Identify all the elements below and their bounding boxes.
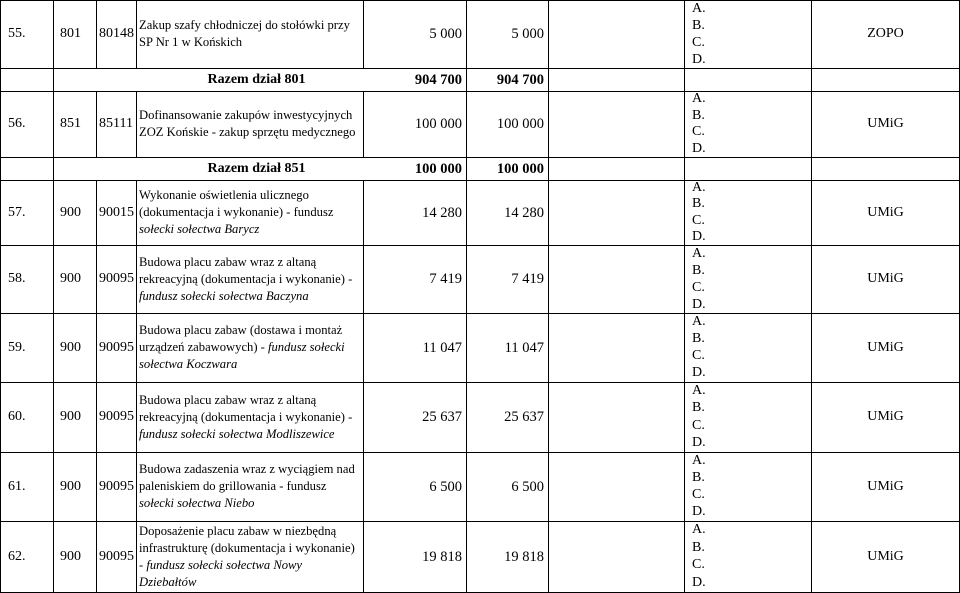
responsible-unit: UMiG [867,409,904,424]
column-separator [548,382,549,452]
column-separator [136,180,137,245]
description-text: SP Nr 1 w Końskich [139,35,243,49]
description-line [139,204,333,221]
column-separator [96,91,97,157]
rozdzial-code: 90095 [99,478,134,494]
funding-source-letter: B. [692,539,705,555]
description-italic-text: sołecki sołectwa Niebo [139,496,255,510]
responsible-unit: UMiG [867,204,904,220]
funding-source-letter: C. [692,348,705,364]
row-number: 62. [8,548,26,564]
description-text: rekreacyjną (dokumentacja i wykonanie) - [139,271,353,286]
funding-source-letter: A. [692,521,706,537]
subtotal-label: Razem dział 801 [207,71,306,87]
amount-year: 7 419 [511,271,544,287]
description-text: Doposażenie placu zabaw w niezbędną [139,523,337,538]
dzial-code: 900 [60,548,81,564]
description-line [139,254,352,271]
description-text: urządzeń zabawowych) - [139,340,269,354]
amount-year: 11 047 [504,339,544,356]
funding-source-letter: C. [692,279,705,295]
column-separator [136,245,137,313]
row-separator [0,68,960,69]
responsible-unit: UMiG [867,271,904,286]
amount-year: 5 000 [511,26,544,42]
task-description [139,523,355,591]
rozdzial-code: 90095 [99,271,134,286]
description-text: paleniskiem do grillowania - fundusz [139,479,327,493]
column-separator [136,91,137,157]
description-line [139,187,333,204]
task-description [139,392,352,443]
funding-source-letter: D. [692,435,706,451]
row-number: 58. [8,271,26,286]
funding-source-letter: A. [692,245,706,261]
rozdzial-code: 90095 [99,409,134,424]
funding-source-letter: D. [692,296,706,312]
column-separator [684,68,685,91]
responsible-unit: UMiG [867,339,904,355]
dzial-code: 900 [60,339,81,355]
task-description [139,187,333,238]
description-italic-text: Dziebałtów [139,574,197,589]
rozdzial-code: 90095 [99,339,134,355]
amount-total: 5 000 [429,26,462,42]
description-line [139,495,355,512]
funding-source-letter: D. [692,51,706,67]
row-separator [0,313,960,314]
amount-year: 100 000 [496,116,544,132]
column-separator [811,157,812,180]
description-line [139,322,345,339]
description-line [139,107,355,124]
funding-source-letter: D. [692,575,706,591]
column-separator [53,180,54,245]
column-separator [548,0,549,68]
description-line [139,478,355,495]
amount-total: 7 419 [429,271,462,287]
column-separator [684,521,685,592]
column-separator [53,313,54,382]
description-italic-text: fundusz sołecki sołectwa Modliszewice [139,426,335,441]
funding-source-letter: C. [692,557,705,573]
column-separator [548,245,549,313]
column-separator [96,0,97,68]
description-line [139,356,345,373]
description-line [139,221,333,238]
task-description [139,322,345,373]
description-line [139,557,355,574]
funding-source-letter: C. [692,124,705,140]
description-text: Budowa placu zabaw wraz z altaną [139,254,317,269]
description-text: rekreacyjną (dokumentacja i wykonanie) - [139,409,353,424]
description-line [139,34,350,51]
row-number: 57. [8,204,26,220]
funding-source-letter: B. [692,330,705,346]
funding-source-letter: D. [692,140,706,156]
column-separator [53,245,54,313]
column-separator [548,180,549,245]
funding-source-letter: B. [692,469,705,485]
row-separator [0,382,960,383]
row-number: 56. [8,116,26,131]
funding-source-letter: B. [692,107,705,123]
amount-total: 25 637 [422,409,462,425]
column-separator [96,521,97,592]
column-separator [684,91,685,157]
description-line [139,523,355,540]
description-line [139,461,355,478]
column-separator [136,382,137,452]
funding-source-letter: A. [692,313,706,329]
description-text: Wykonanie oświetlenia ulicznego [139,188,309,202]
column-separator [684,0,685,68]
amount-total: 11 047 [422,339,462,356]
rozdzial-code: 90015 [99,204,134,220]
amount-year: 25 637 [504,409,544,425]
description-text: ZOZ Końskie - zakup sprzętu medycznego [139,125,356,139]
dzial-code: 801 [60,26,81,41]
responsible-unit: UMiG [867,478,904,494]
description-line [139,339,345,356]
column-separator [96,313,97,382]
funding-source-letter: C. [692,487,705,503]
amount-year: 6 500 [511,478,544,495]
funding-source-letter: C. [692,34,705,50]
task-description [139,17,350,51]
amount-year: 19 818 [504,548,544,565]
amount-total: 100 000 [414,116,462,132]
column-separator [548,313,549,382]
column-separator [136,521,137,592]
column-separator [811,68,812,91]
column-separator [684,452,685,521]
description-text: Budowa placu zabaw wraz z altaną [139,392,317,407]
subtotal-total: 904 700 [414,71,462,88]
column-separator [684,245,685,313]
column-separator [136,452,137,521]
rozdzial-code: 80148 [99,26,134,41]
rozdzial-code: 85111 [99,116,133,131]
row-separator [0,452,960,453]
description-italic-text: fundusz sołecki sołectwa Baczyna [139,288,309,303]
row-separator [0,180,960,181]
table-border-top [0,0,960,1]
description-line [139,17,350,34]
row-separator [0,157,960,158]
column-separator [53,382,54,452]
description-line [139,124,355,141]
description-text: Zakup szafy chłodniczej do stołówki przy [139,18,350,32]
responsible-unit: ZOPO [867,26,904,41]
responsible-unit: UMiG [867,548,904,564]
dzial-code: 900 [60,478,81,494]
row-number: 60. [8,409,26,424]
column-separator [96,382,97,452]
funding-source-letter: A. [692,0,706,16]
column-separator [684,313,685,382]
column-separator [548,68,549,91]
subtotal-year: 904 700 [496,71,544,88]
dzial-code: 900 [60,204,81,220]
funding-source-letter: D. [692,228,706,244]
funding-source-letter: D. [692,365,706,381]
task-description [139,107,355,141]
description-text: Budowa zadaszenia wraz z wyciągiem nad [139,462,355,476]
column-separator [548,157,549,180]
column-separator [684,382,685,452]
subtotal-label: Razem dział 851 [207,160,306,176]
description-italic-text: sołectwa Koczwara [139,357,238,371]
dzial-code: 851 [60,116,81,131]
dzial-code: 900 [60,271,81,286]
description-line [139,574,355,591]
description-italic-text: fundusz sołecki sołectwa Nowy [146,557,303,572]
description-text: - [139,557,147,572]
funding-source-letter: B. [692,196,705,212]
row-number: 59. [8,339,26,355]
description-text: Dofinansowanie zakupów inwestycyjnych [139,108,353,122]
amount-year: 14 280 [504,204,544,221]
rozdzial-code: 90095 [99,548,134,564]
dzial-code: 900 [60,409,81,424]
description-italic-text: fundusz sołecki [268,340,345,354]
task-description [139,254,352,305]
description-line [139,409,352,426]
column-separator [53,452,54,521]
column-separator [53,521,54,592]
task-description [139,461,355,512]
funding-source-letter: C. [692,212,705,228]
funding-source-letter: D. [692,504,706,520]
column-separator [684,157,685,180]
column-separator [684,180,685,245]
subtotal-year: 100 000 [496,160,544,177]
funding-source-letter: A. [692,91,706,107]
description-line [139,271,352,288]
funding-source-letter: B. [692,262,705,278]
description-line [139,392,352,409]
subtotal-total: 100 000 [414,160,462,177]
description-italic-text: sołecki sołectwa Barycz [139,222,260,236]
funding-source-letter: A. [692,382,706,398]
amount-total: 19 818 [422,548,462,565]
column-separator [136,313,137,382]
column-separator [548,521,549,592]
funding-source-letter: A. [692,180,706,196]
responsible-unit: UMiG [867,116,904,131]
row-separator [0,245,960,246]
column-separator [548,91,549,157]
table-border-left [0,0,1,593]
column-separator [136,0,137,68]
funding-source-letter: A. [692,452,706,468]
row-number: 61. [8,478,26,494]
description-text: Budowa placu zabaw (dostawa i montaż [139,323,343,337]
description-line [139,426,352,443]
description-text: infrastrukturę (dokumentacja i wykonanie) [139,540,355,555]
column-separator [548,452,549,521]
row-number: 55. [8,26,26,41]
column-separator [96,452,97,521]
amount-total: 14 280 [422,204,462,221]
column-separator [53,0,54,68]
column-separator [96,180,97,245]
column-separator [53,91,54,157]
description-line [139,288,352,305]
funding-source-letter: C. [692,417,705,433]
funding-source-letter: B. [692,17,705,33]
description-text: (dokumentacja i wykonanie) - fundusz [139,205,334,219]
funding-source-letter: B. [692,400,705,416]
description-line [139,540,355,557]
amount-total: 6 500 [429,478,462,495]
column-separator [96,245,97,313]
row-separator [0,91,960,92]
